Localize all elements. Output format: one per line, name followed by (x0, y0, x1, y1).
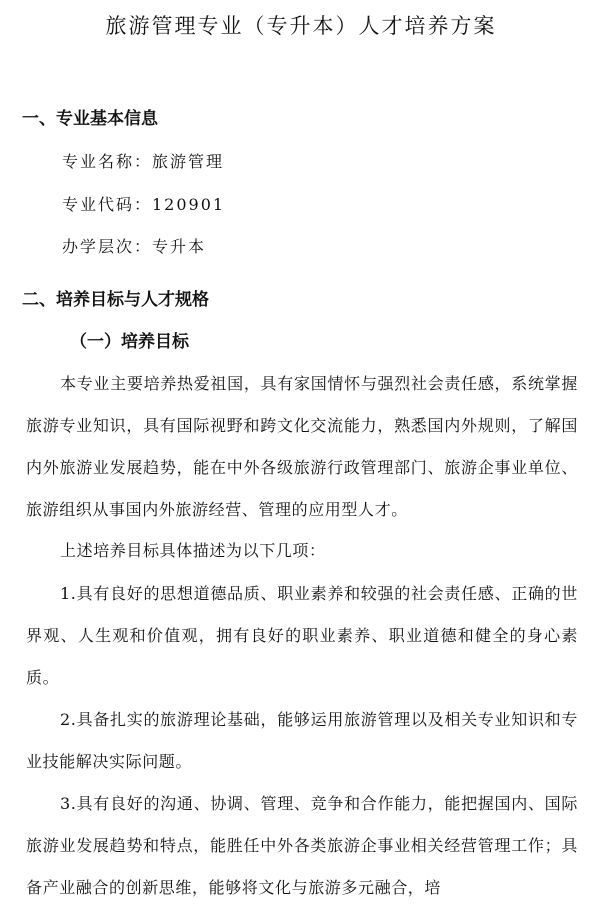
paragraph-lead: 上述培养目标具体描述为以下几项： (60, 541, 326, 560)
list-item-2: 2.具备扎实的旅游理论基础，能够运用旅游管理以及相关专业知识和专业技能解决实际问题。 (26, 710, 578, 771)
section-heading-training-goals: 二、培养目标与人才规格 (22, 290, 209, 310)
section-heading-basic-info: 一、专业基本信息 (22, 109, 158, 129)
major-code: 专业代码：120901 (62, 195, 226, 214)
major-name: 专业名称：旅游管理 (62, 152, 225, 171)
subsection-heading-training-goal: （一）培养目标 (70, 332, 189, 352)
paragraph-intro: 本专业主要培养热爱祖国，具有家国情怀与强烈社会责任感，系统掌握旅游专业知识，具有国际视野和跨文化交流能力，熟悉国内外规则，了解国内外旅游业发展趋势，能在中外各级旅游行政管理部门、旅游企事业单位、旅游组织从事国内外旅游经营、管理的应用型人才。 (26, 374, 578, 519)
list-item-3: 3.具有良好的沟通、协调、管理、竞争和合作能力，能把握国内、国际旅游业发展趋势和特点，能胜任中外各类旅游企事业相关经营管理工作；具备产业融合的创新思维，能够将文化与旅游多元融合，培 (26, 794, 578, 897)
education-level: 办学层次：专升本 (62, 237, 207, 256)
list-item-1: 1.具有良好的思想道德品质、职业素养和较强的社会责任感、正确的世界观、人生观和价值观，拥有良好的职业素养、职业道德和健全的身心素质。 (26, 584, 578, 687)
document-title: 旅游管理专业（专升本）人才培养方案 (105, 14, 497, 38)
